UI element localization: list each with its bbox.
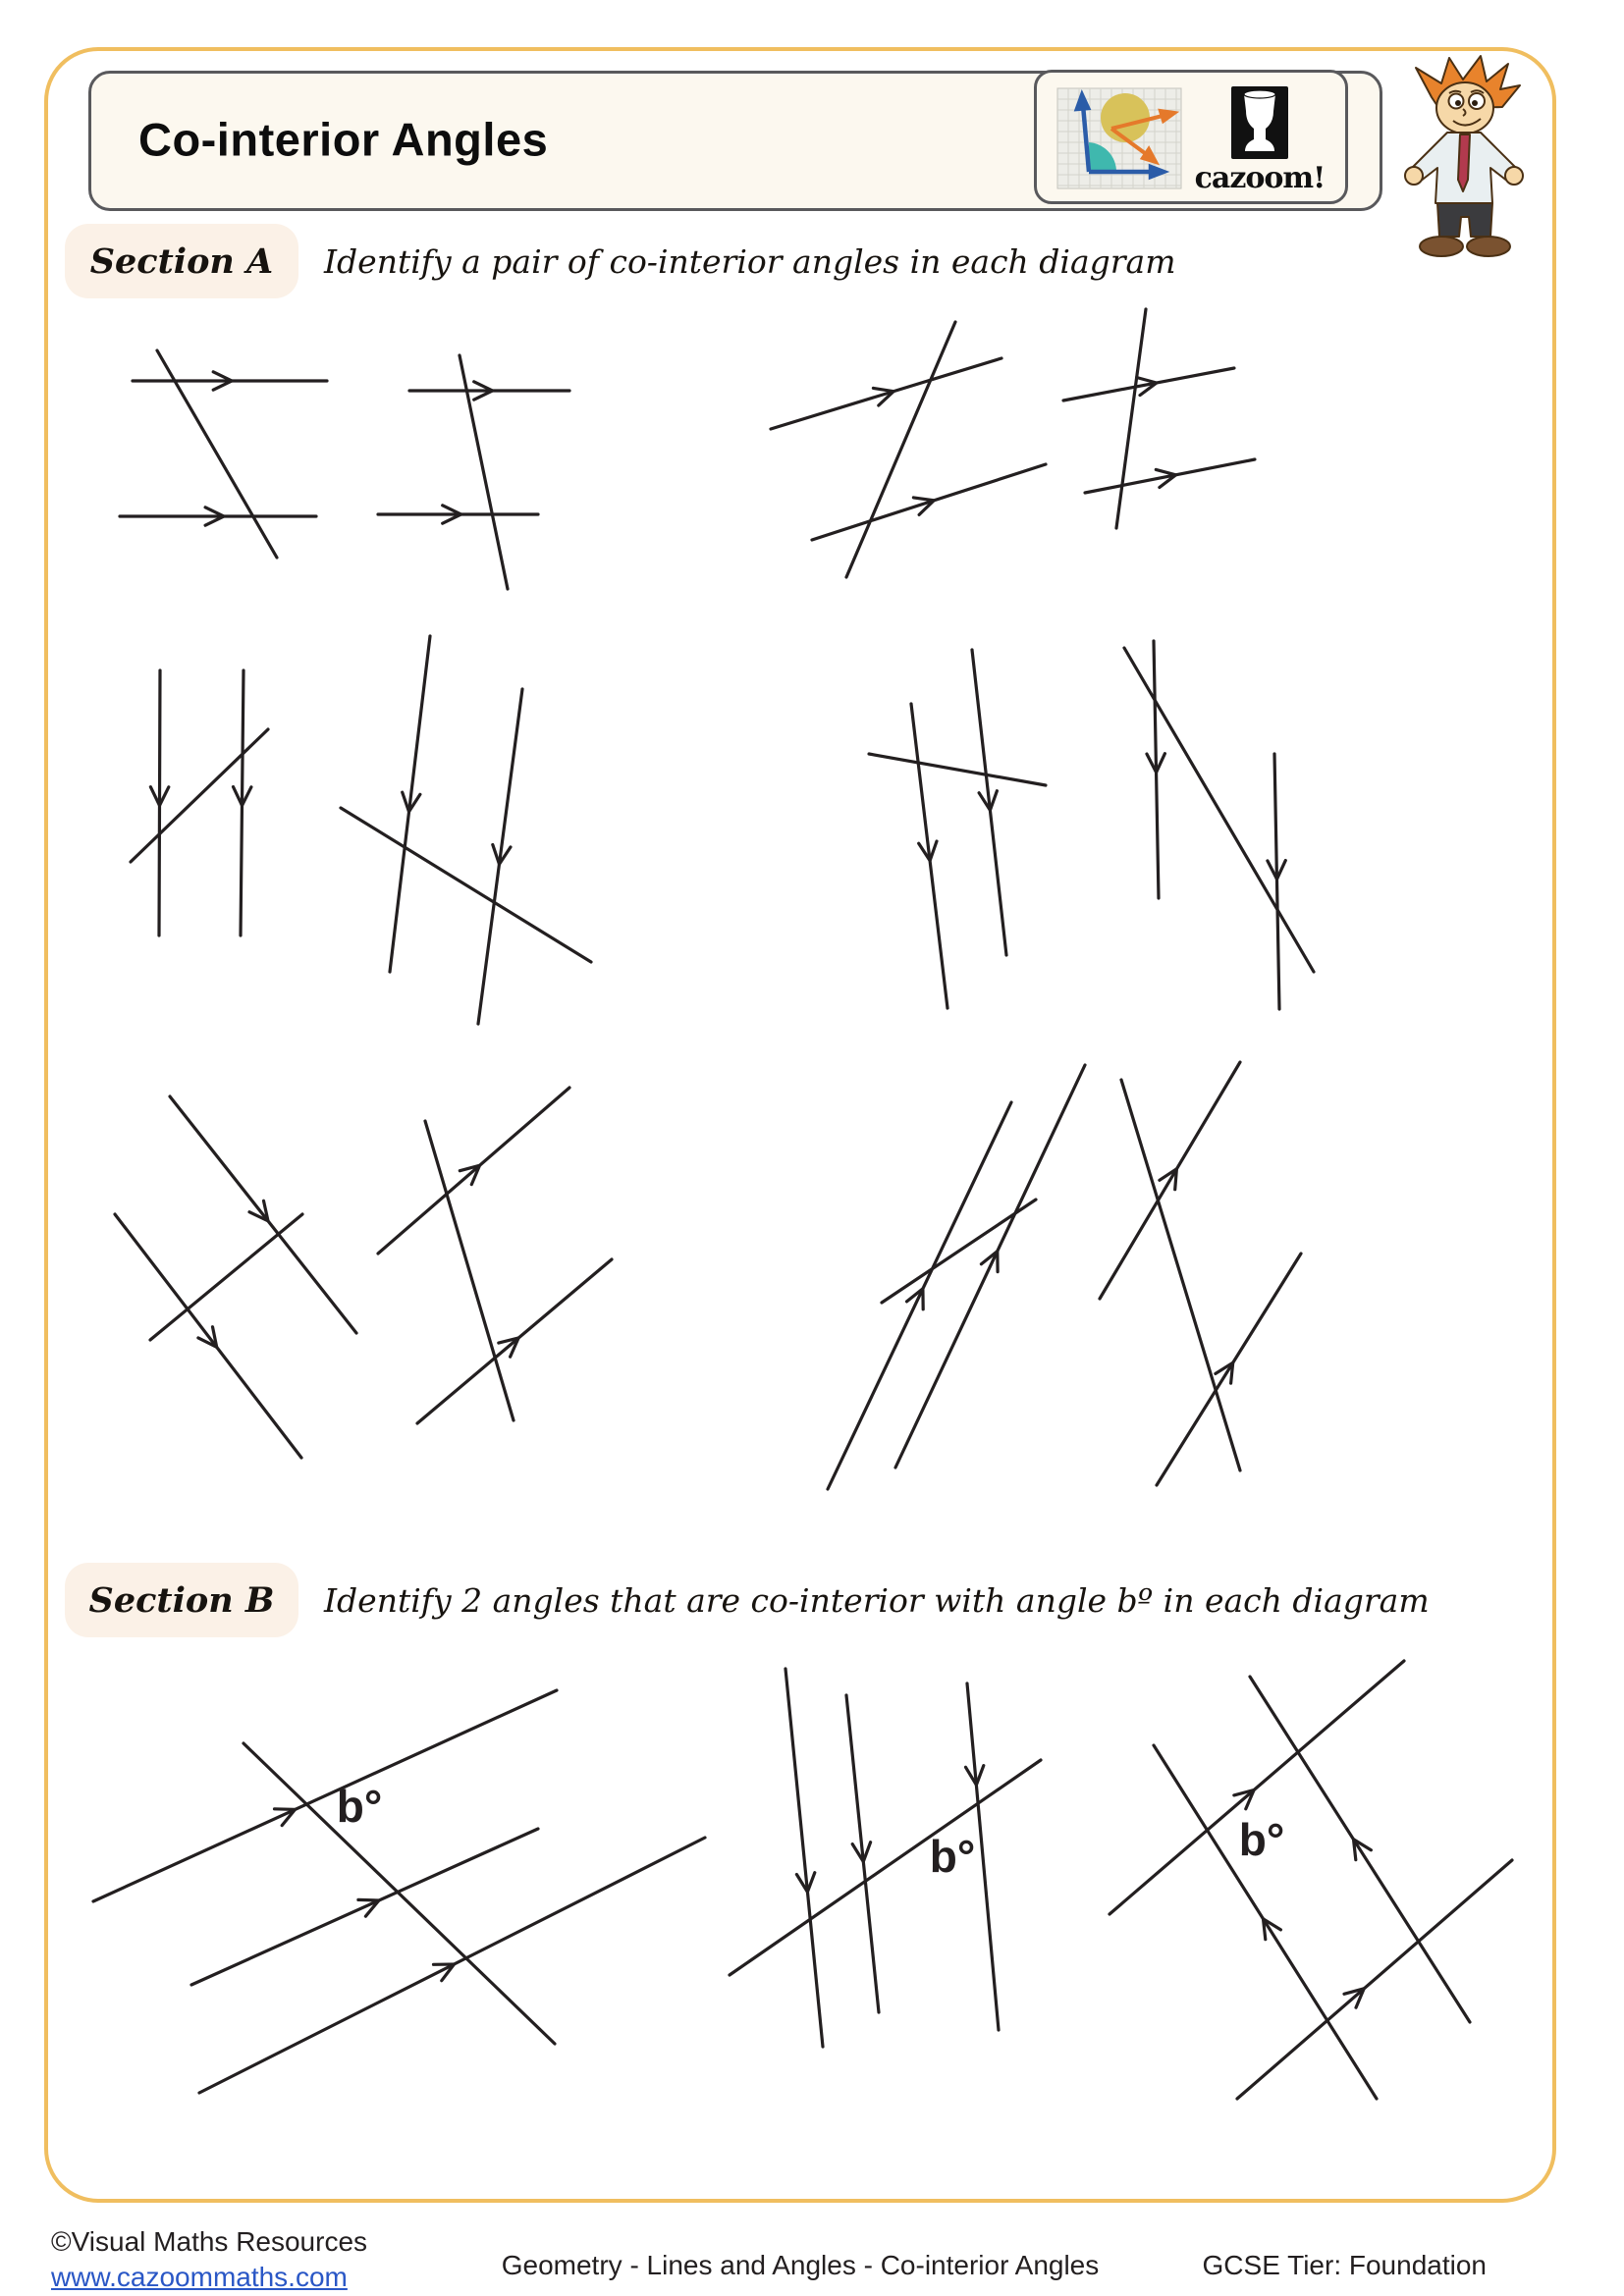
diagram-line [1085, 459, 1255, 493]
diagram-line [150, 1214, 302, 1340]
diagram-line [115, 1214, 301, 1458]
diagram-line [417, 1259, 612, 1423]
diagram-a1 [120, 350, 327, 558]
diagram-line [785, 1669, 823, 2047]
diagram-line [1124, 648, 1314, 972]
cazoom-wordmark: cazoom! [1194, 161, 1326, 195]
diagram-line [1237, 1860, 1512, 2099]
diagram-line [828, 1102, 1011, 1489]
diagram-line [895, 1065, 1085, 1468]
diagram-line [1063, 368, 1234, 400]
parallel-arrow-icon [1216, 1362, 1233, 1383]
diagram-a8 [1124, 641, 1314, 1009]
diagram-line [1110, 1661, 1404, 1914]
diagram-line [390, 636, 430, 972]
section-a-label: Section A [89, 240, 274, 282]
diagram-a9 [115, 1096, 356, 1458]
diagram-a10 [378, 1088, 612, 1423]
diagram-line [846, 1695, 879, 2012]
section-b-label: Section B [88, 1579, 275, 1621]
footer-credits [51, 2224, 367, 2295]
diagram-line [972, 650, 1006, 955]
diagram-b2 [730, 1669, 1041, 2047]
diagram-line [1121, 1080, 1240, 1470]
diagram-a12 [1100, 1062, 1301, 1485]
section-a-instruction: Identify a pair of co-interior angles in each diagram [324, 241, 1176, 281]
diagram-line [191, 1829, 538, 1985]
diagram-b3 [1110, 1661, 1512, 2099]
angle-label: b° [336, 1781, 383, 1832]
diagram-line [812, 464, 1046, 540]
copyright-text: ©Visual Maths Resources [51, 2226, 368, 2257]
diagram-line [425, 1121, 514, 1420]
website-link[interactable]: www.cazoommaths.com [51, 2262, 348, 2292]
diagram-line [1157, 1254, 1301, 1485]
footer-tier: GCSE Tier: Foundation [1202, 2250, 1487, 2280]
angle-label: b° [1238, 1814, 1285, 1865]
diagram-line [1154, 1745, 1377, 2099]
diagram-a11 [828, 1065, 1085, 1489]
diagram-line [869, 754, 1046, 785]
parallel-arrow-icon [1264, 1919, 1281, 1940]
diagram-line [1116, 309, 1146, 528]
diagram-a7 [869, 650, 1046, 1008]
diagram-line [341, 808, 591, 962]
diagram-line [771, 358, 1001, 429]
diagram-a2 [378, 355, 569, 589]
diagram-b1 [93, 1690, 705, 2093]
diagram-a3 [771, 322, 1046, 577]
diagram-line [730, 1760, 1041, 1975]
diagram-line [378, 1088, 569, 1254]
diagram-line [846, 322, 955, 577]
diagram-line [244, 1743, 555, 2044]
parallel-arrow-icon [1354, 1840, 1372, 1860]
angle-label: b° [929, 1831, 976, 1882]
diagram-a4 [1063, 309, 1255, 528]
page-title: Co-interior Angles [138, 112, 549, 165]
diagram-line [478, 689, 522, 1024]
diagram-line [1100, 1062, 1240, 1299]
section-b-instruction: Identify 2 angles that are co-interior with angle bº in each diagram [324, 1580, 1430, 1620]
footer-topic: Geometry - Lines and Angles - Co-interior Angles [501, 2250, 1100, 2280]
diagram-a6 [341, 636, 591, 1024]
diagram-a5 [131, 670, 268, 935]
diagram-line [93, 1690, 557, 1901]
diagram-line [911, 704, 947, 1008]
diagram-line [170, 1096, 356, 1333]
